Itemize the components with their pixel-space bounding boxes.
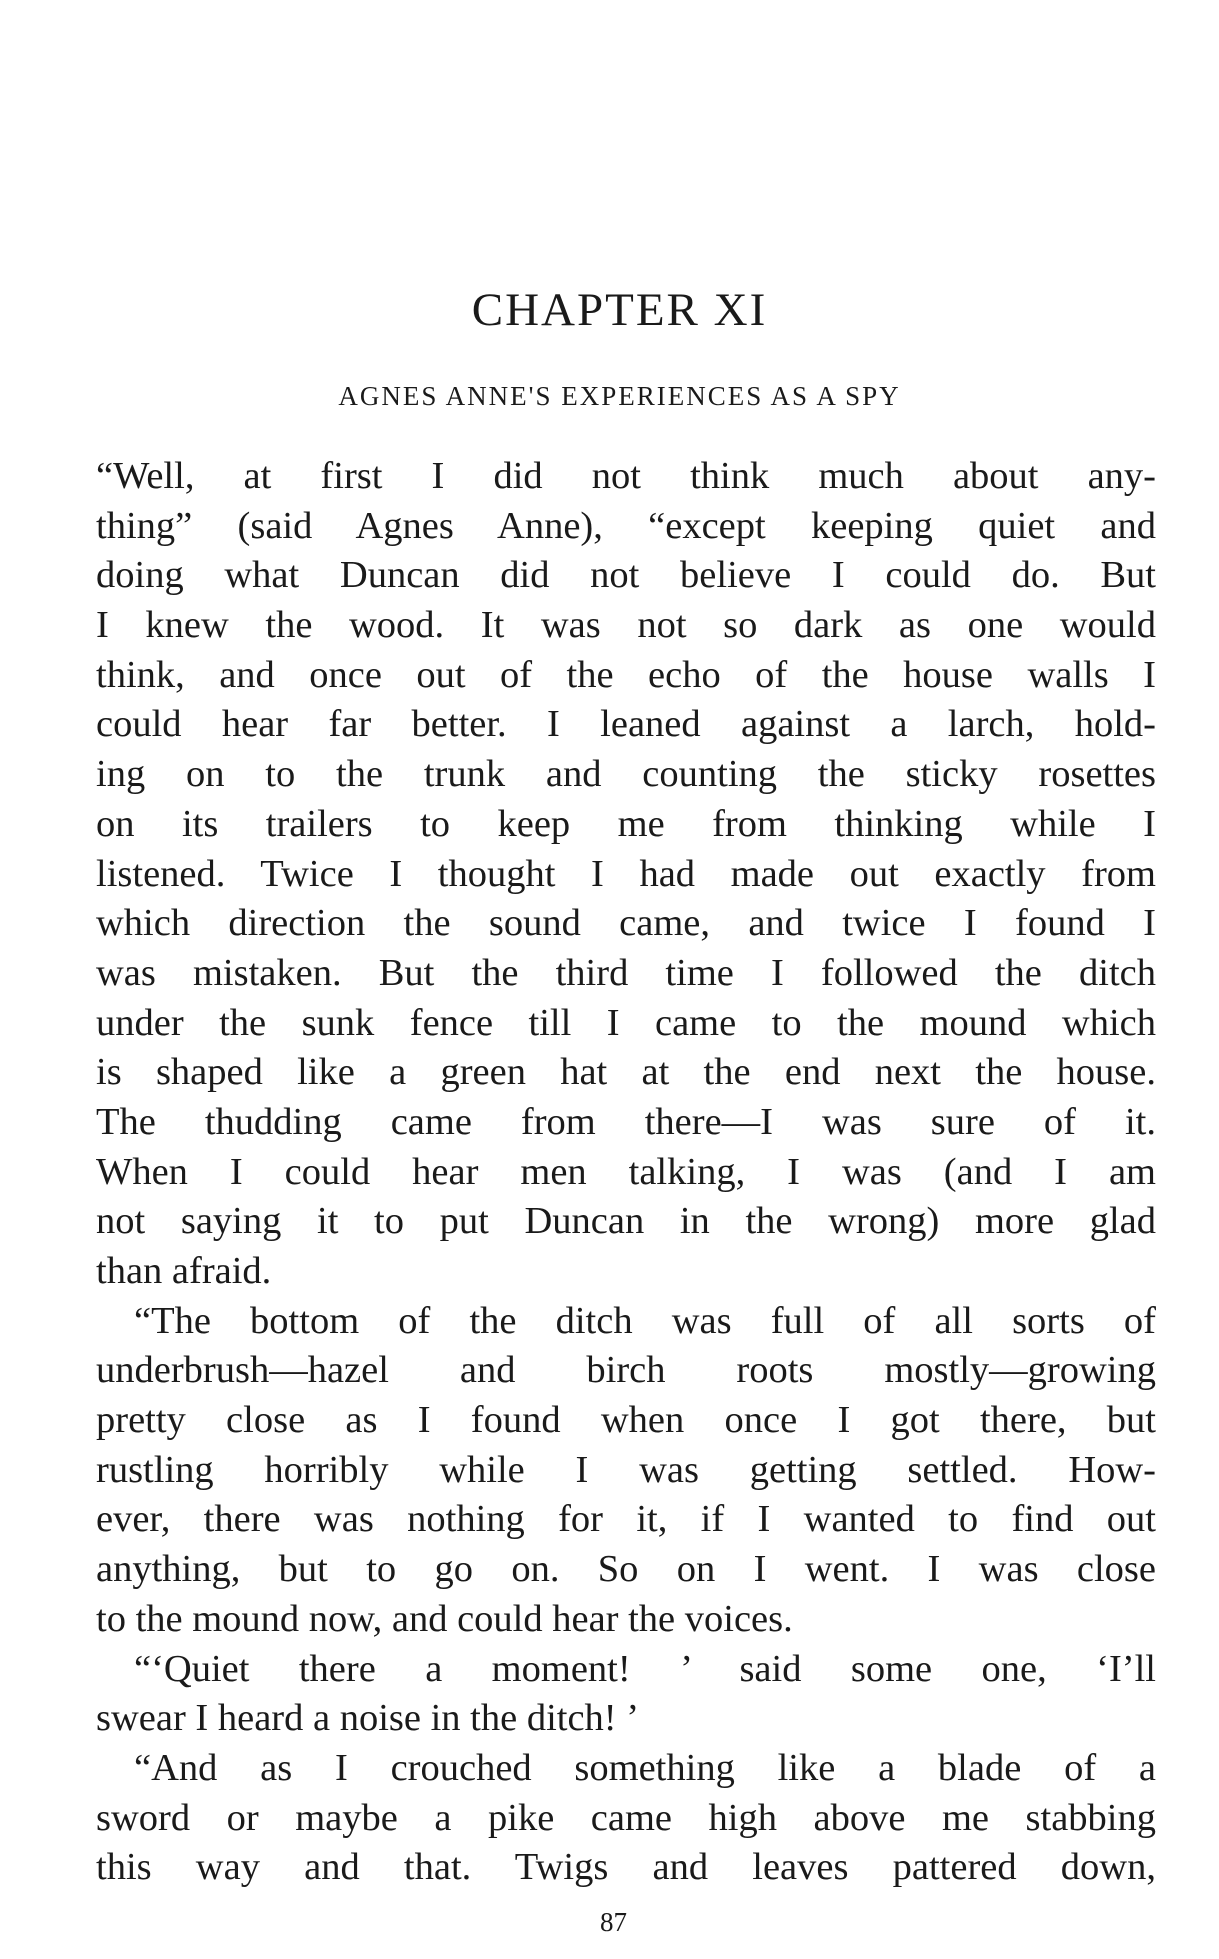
text-line: underbrush—hazel and birch roots mostly—growing bbox=[96, 1349, 1156, 1392]
text-line: than afraid. bbox=[96, 1250, 272, 1292]
text-line: The thudding came from there—I was sure of it. bbox=[96, 1100, 1156, 1143]
text-line: “‘Quiet there a moment! ’ said some one, ‘I’ll bbox=[134, 1647, 1156, 1690]
text-line: rustling horribly while I was getting settled. How- bbox=[96, 1448, 1156, 1491]
text-line: I knew the wood. It was not so dark as one would bbox=[96, 604, 1156, 647]
text-line: could hear far better. I leaned against a larch, hold- bbox=[96, 703, 1156, 746]
text-line: was mistaken. But the third time I followed the ditch bbox=[96, 951, 1156, 994]
body-text bbox=[96, 452, 1156, 1893]
text-line: When I could hear men talking, I was (and I am bbox=[96, 1150, 1156, 1193]
text-line: pretty close as I found when once I got there, but bbox=[96, 1399, 1156, 1442]
text-line: ever, there was nothing for it, if I wanted to find out bbox=[96, 1498, 1156, 1541]
text-line: on its trailers to keep me from thinking while I bbox=[96, 802, 1156, 845]
text-line: thing” (said Agnes Anne), “except keeping quiet and bbox=[96, 504, 1156, 547]
text-line: doing what Duncan did not believe I could do. But bbox=[96, 554, 1156, 597]
text-line: under the sunk fence till I came to the mound which bbox=[96, 1001, 1156, 1044]
text-line: not saying it to put Duncan in the wrong) more glad bbox=[96, 1200, 1156, 1243]
text-line: this way and that. Twigs and leaves pattered down, bbox=[96, 1846, 1156, 1889]
text-line: to the mound now, and could hear the voices. bbox=[96, 1597, 793, 1640]
text-line: “The bottom of the ditch was full of all sorts of bbox=[134, 1299, 1156, 1342]
text-line: sword or maybe a pike came high above me stabbing bbox=[96, 1796, 1156, 1839]
text-line: which direction the sound came, and twice I found I bbox=[96, 902, 1156, 945]
text-line: “And as I crouched something like a blade of a bbox=[134, 1746, 1156, 1789]
chapter-title: CHAPTER XI bbox=[471, 284, 768, 336]
text-line: think, and once out of the echo of the house walls I bbox=[96, 653, 1156, 696]
text-line: “Well, at first I did not think much about any- bbox=[96, 455, 1156, 497]
text-line: listened. Twice I thought I had made out exactly from bbox=[96, 852, 1156, 895]
text-line: swear I heard a noise in the ditch! ’ bbox=[96, 1697, 640, 1740]
chapter-subtitle: AGNES ANNE'S EXPERIENCES AS A SPY bbox=[338, 381, 901, 411]
text-line: anything, but to go on. So on I went. I was close bbox=[96, 1548, 1156, 1591]
text-line: ing on to the trunk and counting the sticky rosettes bbox=[96, 753, 1156, 796]
text-line: is shaped like a green hat at the end next the house. bbox=[96, 1051, 1156, 1094]
page-number: 87 bbox=[600, 1907, 627, 1937]
